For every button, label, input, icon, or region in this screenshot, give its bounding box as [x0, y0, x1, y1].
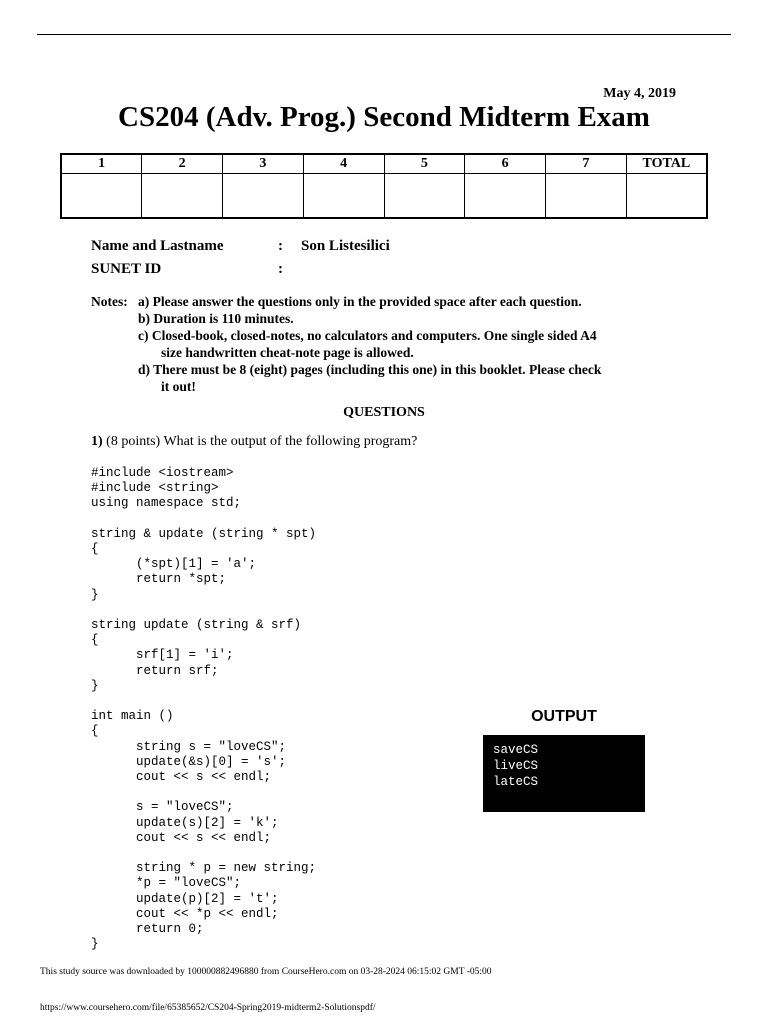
questions-heading: QUESTIONS: [343, 405, 425, 420]
score-col-3: 3: [223, 154, 304, 174]
exam-title: CS204 (Adv. Prog.) Second Midterm Exam: [118, 101, 650, 133]
note-c-line2: size handwritten cheat-note page is allowed.: [161, 345, 414, 360]
score-cell-5[interactable]: [384, 174, 465, 219]
note-d-line2: it out!: [161, 379, 196, 394]
score-col-1: 1: [61, 154, 142, 174]
note-c-line1: c) Closed-book, closed-notes, no calculators and computers. One single sided A4: [138, 328, 597, 343]
score-cell-3[interactable]: [223, 174, 304, 219]
exam-date: May 4, 2019: [603, 86, 676, 101]
score-cell-7[interactable]: [546, 174, 627, 219]
exam-notes: [91, 293, 681, 395]
sunet-colon: :: [278, 261, 283, 277]
name-colon: :: [278, 238, 283, 254]
score-col-2: 2: [142, 154, 223, 174]
name-label: Name and Lastname: [91, 238, 224, 254]
score-cell-total[interactable]: [626, 174, 707, 219]
output-box: [483, 735, 645, 812]
code-listing: #include <iostream> #include <string> using namespace std; string & update (string * spt) { (*spt)[1] = 'a'; return *spt; } string update (string & srf) { srf[1] = 'i'; return srf; } int main () { string s = "loveCS"; update(&s)[0] = 's'; cout << s << endl; s = "loveCS"; update(s)[2] = 'k'; cout << s << endl; string * p = new string; *p = "loveCS"; update(p)[2] = 't'; cout << *p << endl; return 0; }: [91, 466, 317, 952]
note-a: [91, 293, 681, 310]
note-b: b) Duration is 110 minutes.: [138, 311, 294, 326]
score-col-6: 6: [465, 154, 546, 174]
score-col-4: 4: [303, 154, 384, 174]
score-cell-2[interactable]: [142, 174, 223, 219]
download-note: This study source was downloaded by 100000882496880 from CourseHero.com on 03-28-2024 06:15:02 GMT -05:00: [40, 967, 492, 977]
output-title: OUTPUT: [531, 708, 597, 725]
output-line-3: lateCS: [493, 775, 539, 789]
score-cell-4[interactable]: [303, 174, 384, 219]
question-1-text: (8 points) What is the output of the following program?: [102, 434, 418, 449]
source-url[interactable]: https://www.coursehero.com/file/65385652/CS204-Spring2019-midterm2-Solutionspdf/: [40, 1003, 376, 1013]
output-line-1: saveCS: [493, 743, 539, 757]
score-col-5: 5: [384, 154, 465, 174]
score-table: [60, 153, 708, 219]
name-value: Son Listesilici: [301, 238, 390, 254]
score-cell-1[interactable]: [61, 174, 142, 219]
score-cell-6[interactable]: [465, 174, 546, 219]
question-1: [91, 434, 417, 450]
top-rule: [37, 34, 731, 35]
notes-label: Notes:: [91, 294, 128, 309]
note-a-text: a) Please answer the questions only in the provided space after each question.: [138, 294, 582, 309]
sunet-label: SUNET ID: [91, 261, 162, 277]
score-col-7: 7: [546, 154, 627, 174]
score-table-header-row: [61, 154, 707, 174]
score-col-total: TOTAL: [626, 154, 707, 174]
note-d-line1: d) There must be 8 (eight) pages (including this one) in this booklet. Please check: [138, 362, 602, 377]
score-table-entry-row: [61, 174, 707, 219]
output-line-2: liveCS: [493, 759, 539, 773]
question-1-number: 1): [91, 434, 103, 449]
